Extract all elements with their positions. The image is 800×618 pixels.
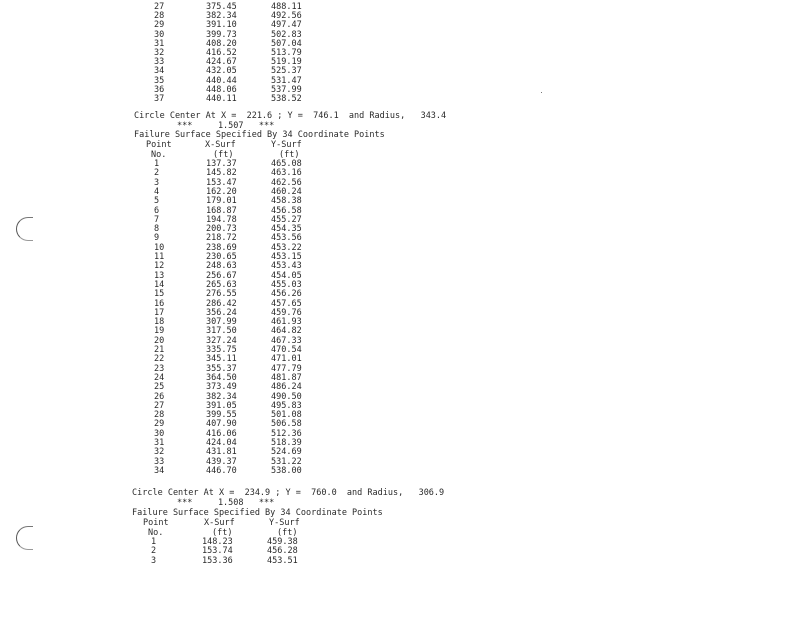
point-number-cell: 3 — [154, 177, 160, 188]
x-surf-cell: 248.63 — [206, 261, 237, 272]
y-surf-cell: 477.79 — [271, 363, 302, 374]
x-surf-cell: 416.06 — [206, 428, 237, 439]
y-surf-cell: 453.22 — [271, 242, 302, 253]
point-number-cell: 32 — [154, 447, 165, 458]
point-number-cell: 35 — [154, 75, 165, 86]
x-surf-cell: 153.47 — [206, 177, 237, 188]
point-number-cell: 26 — [154, 391, 165, 402]
x-surf-cell: 137.37 — [206, 159, 237, 169]
point-number-cell: 36 — [154, 84, 165, 95]
y-surf-cell: 531.22 — [271, 456, 302, 467]
x-surf-cell: 431.81 — [206, 447, 237, 458]
y-surf-cell: 458.38 — [271, 196, 302, 207]
x-surf-cell: 391.10 — [206, 20, 237, 31]
y-surf-cell: 518.39 — [271, 438, 302, 448]
x-surf-cell: 168.87 — [206, 205, 237, 216]
column-unit-no: No. — [148, 528, 164, 538]
y-surf-cell: 455.03 — [271, 279, 302, 290]
column-unit-y: (ft) — [277, 528, 298, 538]
point-number-cell: 18 — [154, 317, 165, 328]
y-surf-cell: 481.87 — [271, 372, 302, 383]
x-surf-cell: 391.05 — [206, 400, 237, 411]
y-surf-cell: 459.76 — [271, 307, 302, 318]
point-number-cell: 25 — [154, 382, 165, 393]
point-number-cell: 34 — [154, 465, 165, 476]
x-surf-cell: 382.34 — [206, 391, 237, 402]
point-number-cell: 17 — [154, 307, 165, 318]
y-surf-cell: 455.27 — [271, 214, 302, 225]
point-number-cell: 32 — [154, 48, 165, 58]
point-number-cell: 2 — [151, 546, 157, 557]
x-surf-cell: 148.23 — [202, 537, 233, 547]
column-unit-no: No. — [151, 150, 167, 160]
failure-surface-title: Failure Surface Specified By 34 Coordinate Points — [134, 130, 385, 140]
y-surf-cell: 531.47 — [271, 75, 302, 86]
x-surf-cell: 345.11 — [206, 354, 237, 365]
y-surf-cell: 460.24 — [271, 186, 302, 197]
column-header-x: X-Surf — [205, 140, 236, 150]
scan-speck — [541, 92, 542, 93]
point-number-cell: 1 — [151, 537, 157, 547]
x-surf-cell: 375.45 — [206, 2, 237, 12]
y-surf-cell: 470.54 — [271, 345, 302, 355]
point-number-cell: 28 — [154, 410, 165, 421]
y-surf-cell: 524.69 — [271, 447, 302, 458]
point-number-cell: 3 — [151, 555, 157, 566]
x-surf-cell: 440.11 — [206, 94, 237, 104]
point-number-cell: 30 — [154, 428, 165, 439]
y-surf-cell: 502.83 — [271, 29, 302, 40]
y-surf-cell: 506.58 — [271, 419, 302, 430]
y-surf-cell: 465.08 — [271, 159, 302, 169]
failure-surface-title: Failure Surface Specified By 34 Coordinate Points — [132, 508, 383, 518]
y-surf-cell: 471.01 — [271, 354, 302, 365]
y-surf-cell: 537.99 — [271, 84, 302, 95]
point-number-cell: 12 — [154, 261, 165, 272]
column-header-point: Point — [146, 140, 172, 150]
y-surf-cell: 538.52 — [271, 94, 302, 104]
point-number-cell: 33 — [154, 456, 165, 467]
point-number-cell: 34 — [154, 66, 165, 77]
point-number-cell: 10 — [154, 242, 165, 253]
x-surf-cell: 448.06 — [206, 84, 237, 95]
y-surf-cell: 463.16 — [271, 168, 302, 179]
y-surf-cell: 492.56 — [271, 11, 302, 22]
y-surf-cell: 464.82 — [271, 326, 302, 337]
column-unit-y: (ft) — [279, 150, 300, 160]
y-surf-cell: 486.24 — [271, 382, 302, 393]
x-surf-cell: 439.37 — [206, 456, 237, 467]
x-surf-cell: 153.74 — [202, 546, 233, 557]
x-surf-cell: 446.70 — [206, 465, 237, 476]
point-number-cell: 21 — [154, 345, 165, 355]
x-surf-cell: 194.78 — [206, 214, 237, 225]
y-surf-cell: 453.43 — [271, 261, 302, 272]
factor-of-safety-line: *** 1.508 *** — [177, 498, 275, 508]
point-number-cell: 11 — [154, 252, 165, 262]
point-number-cell: 27 — [154, 2, 165, 12]
x-surf-cell: 424.04 — [206, 438, 237, 448]
y-surf-cell: 519.19 — [271, 57, 302, 68]
y-surf-cell: 467.33 — [271, 335, 302, 346]
x-surf-cell: 276.55 — [206, 289, 237, 300]
x-surf-cell: 230.65 — [206, 252, 237, 262]
point-number-cell: 23 — [154, 363, 165, 374]
point-number-cell: 30 — [154, 29, 165, 40]
point-number-cell: 19 — [154, 326, 165, 337]
point-number-cell: 16 — [154, 298, 165, 309]
x-surf-cell: 179.01 — [206, 196, 237, 207]
x-surf-cell: 238.69 — [206, 242, 237, 253]
y-surf-cell: 495.83 — [271, 400, 302, 411]
y-surf-cell: 461.93 — [271, 317, 302, 328]
x-surf-cell: 373.49 — [206, 382, 237, 393]
column-header-x: X-Surf — [204, 518, 235, 528]
point-number-cell: 24 — [154, 372, 165, 383]
x-surf-cell: 399.55 — [206, 410, 237, 421]
x-surf-cell: 327.24 — [206, 335, 237, 346]
punch-hole-mark — [16, 526, 33, 550]
point-number-cell: 29 — [154, 20, 165, 31]
y-surf-cell: 456.26 — [271, 289, 302, 300]
y-surf-cell: 490.50 — [271, 391, 302, 402]
x-surf-cell: 145.82 — [206, 168, 237, 179]
y-surf-cell: 501.08 — [271, 410, 302, 421]
x-surf-cell: 424.67 — [206, 57, 237, 68]
x-surf-cell: 286.42 — [206, 298, 237, 309]
x-surf-cell: 355.37 — [206, 363, 237, 374]
x-surf-cell: 335.75 — [206, 345, 237, 355]
y-surf-cell: 525.37 — [271, 66, 302, 77]
column-header-y: Y-Surf — [269, 518, 300, 528]
y-surf-cell: 456.28 — [267, 546, 298, 557]
x-surf-cell: 364.50 — [206, 372, 237, 383]
punch-hole-mark — [16, 217, 33, 241]
point-number-cell: 14 — [154, 279, 165, 290]
y-surf-cell: 457.65 — [271, 298, 302, 309]
point-number-cell: 33 — [154, 57, 165, 68]
y-surf-cell: 497.47 — [271, 20, 302, 31]
point-number-cell: 4 — [154, 186, 160, 197]
x-surf-cell: 256.67 — [206, 270, 237, 281]
y-surf-cell: 512.36 — [271, 428, 302, 439]
x-surf-cell: 153.36 — [202, 555, 233, 566]
x-surf-cell: 416.52 — [206, 48, 237, 58]
x-surf-cell: 432.05 — [206, 66, 237, 77]
x-surf-cell: 382.34 — [206, 11, 237, 22]
x-surf-cell: 162.20 — [206, 186, 237, 197]
x-surf-cell: 200.73 — [206, 224, 237, 235]
column-unit-x: (ft) — [212, 528, 233, 538]
x-surf-cell: 218.72 — [206, 233, 237, 244]
point-number-cell: 2 — [154, 168, 160, 179]
point-number-cell: 8 — [154, 224, 160, 235]
x-surf-cell: 317.50 — [206, 326, 237, 337]
column-header-point: Point — [143, 518, 169, 528]
y-surf-cell: 538.00 — [271, 465, 302, 476]
point-number-cell: 5 — [154, 196, 160, 207]
circle-center-line: Circle Center At X = 221.6 ; Y = 746.1 and Radius, 343.4 — [134, 111, 447, 121]
x-surf-cell: 307.99 — [206, 317, 237, 328]
y-surf-cell: 454.05 — [271, 270, 302, 281]
column-unit-x: (ft) — [213, 150, 234, 160]
point-number-cell: 37 — [154, 94, 165, 104]
y-surf-cell: 453.56 — [271, 233, 302, 244]
point-number-cell: 22 — [154, 354, 165, 365]
point-number-cell: 27 — [154, 400, 165, 411]
point-number-cell: 7 — [154, 214, 160, 225]
factor-of-safety-line: *** 1.507 *** — [177, 121, 275, 131]
y-surf-cell: 507.04 — [271, 38, 302, 49]
y-surf-cell: 453.15 — [271, 252, 302, 262]
x-surf-cell: 407.90 — [206, 419, 237, 430]
point-number-cell: 6 — [154, 205, 160, 216]
point-number-cell: 15 — [154, 289, 165, 300]
y-surf-cell: 459.38 — [267, 537, 298, 547]
y-surf-cell: 513.79 — [271, 48, 302, 58]
circle-center-line: Circle Center At X = 234.9 ; Y = 760.0 and Radius, 306.9 — [132, 488, 445, 498]
y-surf-cell: 488.11 — [271, 2, 302, 12]
x-surf-cell: 440.44 — [206, 75, 237, 86]
column-header-y: Y-Surf — [271, 140, 302, 150]
point-number-cell: 31 — [154, 438, 165, 448]
point-number-cell: 1 — [154, 159, 160, 169]
x-surf-cell: 265.63 — [206, 279, 237, 290]
point-number-cell: 28 — [154, 11, 165, 22]
point-number-cell: 29 — [154, 419, 165, 430]
x-surf-cell: 356.24 — [206, 307, 237, 318]
point-number-cell: 20 — [154, 335, 165, 346]
point-number-cell: 31 — [154, 38, 165, 49]
x-surf-cell: 399.73 — [206, 29, 237, 40]
y-surf-cell: 454.35 — [271, 224, 302, 235]
y-surf-cell: 456.58 — [271, 205, 302, 216]
y-surf-cell: 453.51 — [267, 555, 298, 566]
point-number-cell: 9 — [154, 233, 160, 244]
point-number-cell: 13 — [154, 270, 165, 281]
y-surf-cell: 462.56 — [271, 177, 302, 188]
x-surf-cell: 408.20 — [206, 38, 237, 49]
